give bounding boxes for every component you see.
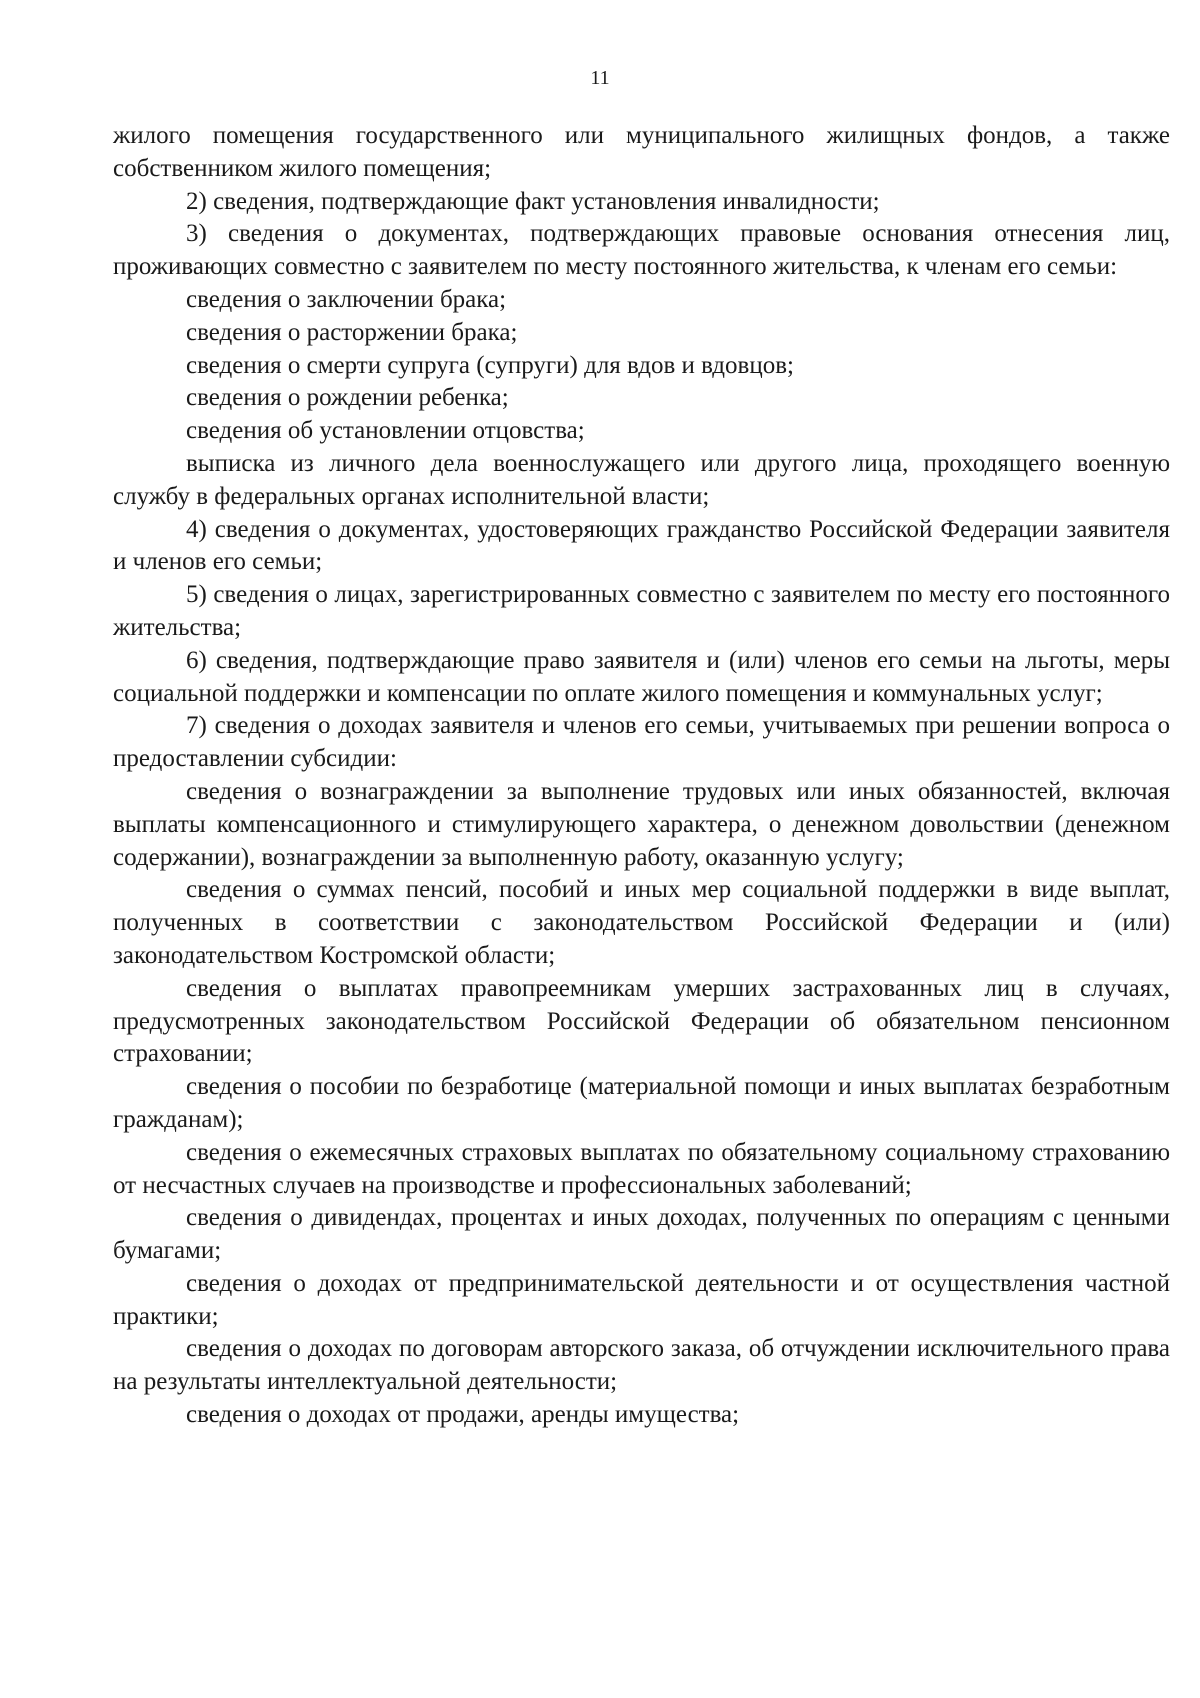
sub-item-business-income: сведения о доходах от предпринимательской деятельности и от осуществления частной практики; — [113, 1269, 1170, 1330]
paragraph-item-2: 2) сведения, подтверждающие факт установления инвалидности; — [186, 187, 880, 215]
sub-item-authorship-income: сведения о доходах по договорам авторского заказа, об отчуждении исключительного права на результаты интеллектуальной деятельности; — [113, 1335, 1170, 1396]
sub-item-child-birth: сведения о рождении ребенка; — [186, 384, 509, 412]
sub-item-unemployment: сведения о пособии по безработице (материальной помощи и иных выплатах безработным гражданам); — [113, 1073, 1170, 1133]
document-body — [113, 120, 1170, 1432]
sub-item-successor-payments: сведения о выплатах правопреемникам умерших застрахованных лиц в случаях, предусмотренных законодательством Российской Федерации об обязательном пенсионном страховании; — [113, 974, 1170, 1068]
sub-item-dividends: сведения о дивидендах, процентах и иных доходах, полученных по операциям с ценными бумагами; — [113, 1204, 1170, 1265]
sub-item-paternity: сведения об установлении отцовства; — [186, 417, 585, 445]
sub-item-marriage: сведения о заключении брака; — [186, 285, 507, 313]
sub-item-pensions: сведения о суммах пенсий, пособий и иных мер социальной поддержки в виде выплат, полученных в соответствии с законодательством Российской Федерации и (или) законодательством Костромской области; — [113, 876, 1170, 969]
sub-item-spouse-death: сведения о смерти супруга (супруги) для вдов и вдовцов; — [186, 351, 794, 379]
sub-item-insurance-payments: сведения о ежемесячных страховых выплатах по обязательному социальному страхованию от несчастных случаев на производстве и профессиональных заболеваний; — [113, 1138, 1170, 1199]
paragraph-item-4: 4) сведения о документах, удостоверяющих гражданство Российской Федерации заявителя и членов его семьи; — [113, 515, 1170, 576]
sub-item-divorce: сведения о расторжении брака; — [186, 318, 518, 346]
paragraph-continuation: жилого помещения государственного или муниципального жилищных фондов, а также собственником жилого помещения; — [113, 122, 1170, 182]
paragraph-item-3: 3) сведения о документах, подтверждающих правовые основания отнесения лиц, проживающих совместно с заявителем по месту постоянного жительства, к членам его семьи: — [113, 220, 1170, 281]
page-number: 11 — [590, 67, 610, 89]
sub-item-military-record: выписка из личного дела военнослужащего или другого лица, проходящего военную службу в федеральных органах исполнительной власти; — [113, 449, 1170, 510]
paragraph-item-5: 5) сведения о лицах, зарегистрированных совместно с заявителем по месту его постоянного жительства; — [113, 581, 1170, 641]
paragraph-item-6: 6) сведения, подтверждающие право заявителя и (или) членов его семьи на льготы, меры социальной поддержки и компенсации по оплате жилого помещения и коммунальных услуг; — [113, 646, 1170, 707]
sub-item-property-income: сведения о доходах от продажи, аренды имущества; — [186, 1401, 740, 1429]
sub-item-remuneration: сведения о вознаграждении за выполнение трудовых или иных обязанностей, включая выплаты компенсационного и стимулирующего характера, о денежном довольствии (денежном содержании), вознаграждении за выполненную работу, оказанную услугу; — [113, 777, 1170, 871]
paragraph-item-7: 7) сведения о доходах заявителя и членов его семьи, учитываемых при решении вопроса о предоставлении субсидии: — [113, 712, 1170, 773]
